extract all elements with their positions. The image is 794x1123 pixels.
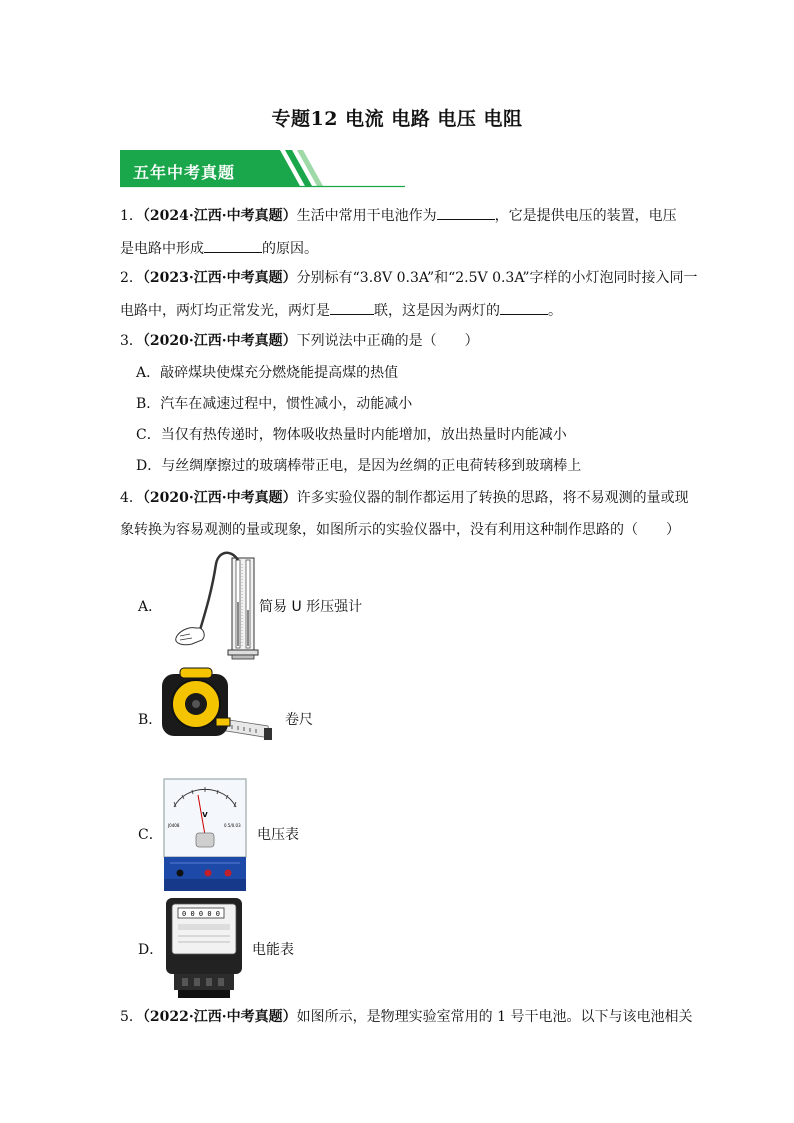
option-a-letter: A．: [138, 599, 163, 615]
option-b-letter: B．: [138, 712, 163, 728]
option-d-caption: 电能表: [252, 942, 294, 958]
u-tube-manometer-image: [166, 550, 266, 662]
question-1-line-1: 1．（2024·江西·中考真题）生活中常用干电池作为 ，它是提供电压的装置，电压: [120, 205, 680, 226]
option-c-letter: C．: [138, 827, 163, 843]
question-4-line-2: 象转换为容易观测的量或现象，如图所示的实验仪器中，没有利用这种制作思路的（ ）: [120, 522, 680, 538]
question-source: （2020·江西·中考真题）: [142, 333, 297, 349]
question-3-option-c: C．当仅有热传递时，物体吸收热量时内能增加，放出热量时内能减小: [136, 427, 567, 443]
answer-blank: [330, 300, 374, 315]
question-3-stem: 3．（2020·江西·中考真题）下列说法中正确的是（ ）: [120, 333, 479, 349]
voltmeter-unit-label: V: [202, 811, 208, 819]
tape-measure-image: [160, 666, 280, 748]
voltmeter-right-label: 0.5/0.03: [224, 823, 241, 828]
question-source: （2022·江西·中考真题）: [142, 1009, 297, 1025]
question-1-line-2: 是电路中形成 的原因。: [120, 238, 680, 259]
question-3-option-b: B．汽车在减速过程中，惯性减小，动能减小: [136, 396, 413, 412]
voltmeter-image: [162, 777, 248, 893]
question-5-line-1: 5．（2022·江西·中考真题）如图所示，是物理实验室常用的 1 号干电池。以下与该电池相关: [120, 1009, 693, 1025]
question-2-line-2: 电路中，两灯均正常发光，两灯是 联，这是因为两灯的 。: [120, 300, 680, 321]
answer-blank: [500, 300, 548, 315]
question-number: 4．: [120, 490, 143, 506]
option-b-caption: 卷尺: [285, 712, 313, 728]
question-3-option-d: D．与丝绸摩擦过的玻璃棒带正电，是因为丝绸的正电荷转移到玻璃棒上: [136, 458, 582, 474]
answer-blank: [204, 238, 262, 253]
question-number: 5．: [120, 1009, 143, 1025]
question-3-option-a: A．敲碎煤块使煤充分燃烧能提高煤的热值: [136, 365, 399, 381]
question-source: （2024·江西·中考真题）: [142, 208, 297, 224]
energy-meter-counter: 0 0 0 0 0: [182, 910, 220, 918]
question-source: （2023·江西·中考真题）: [142, 270, 297, 286]
page-title: 专题12 电流 电路 电压 电阻: [271, 108, 523, 130]
answer-blank: [437, 205, 495, 220]
option-d-letter: D．: [138, 942, 164, 958]
section-label: 五年中考真题: [133, 163, 236, 182]
question-4-line-1: 4．（2020·江西·中考真题）许多实验仪器的制作都运用了转换的思路，将不易观测的量或现: [120, 490, 689, 506]
question-number: 1．: [120, 208, 143, 224]
energy-meter-image: [164, 896, 244, 1000]
question-2-line-1: 2．（2023·江西·中考真题）分别标有“3.8V 0.3A”和“2.5V 0.3A”字样的小灯泡同时接入同一: [120, 270, 698, 286]
question-number: 3．: [120, 333, 143, 349]
option-a-caption: 简易 U 形压强计: [259, 599, 363, 615]
voltmeter-left-label: J0408: [168, 823, 180, 828]
question-source: （2020·江西·中考真题）: [142, 490, 297, 506]
question-number: 2．: [120, 270, 143, 286]
option-c-caption: 电压表: [257, 827, 299, 843]
